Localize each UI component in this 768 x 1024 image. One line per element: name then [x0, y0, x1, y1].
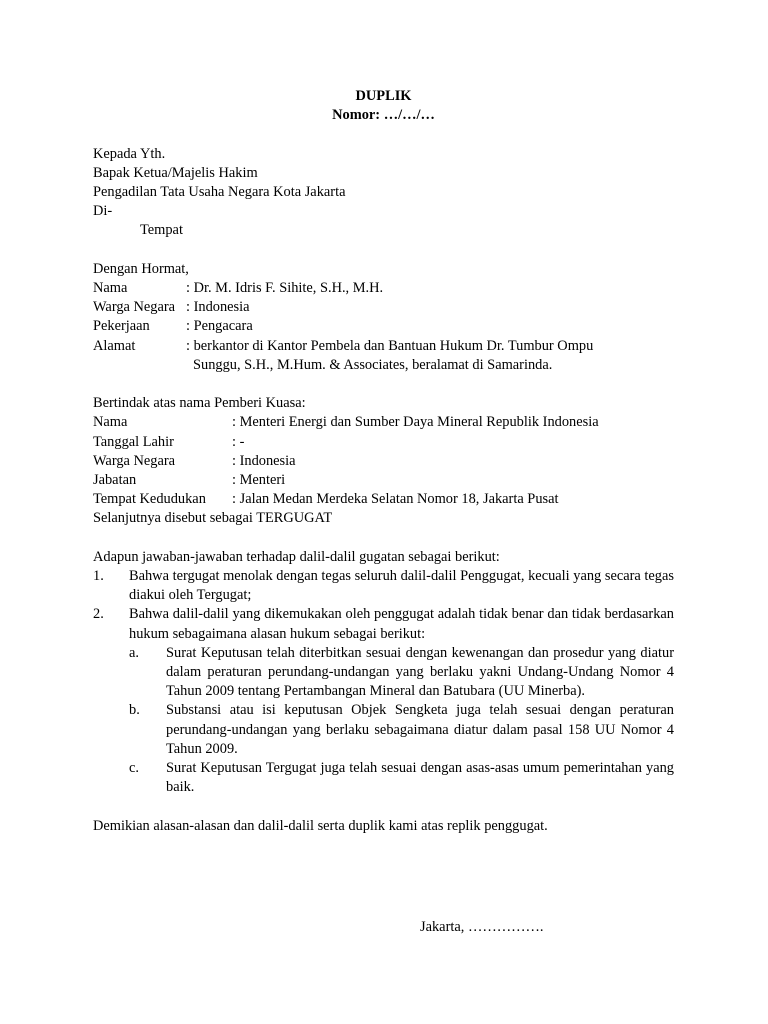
addressee-recipient: Bapak Ketua/Majelis Hakim [93, 164, 258, 181]
lawyer-row [93, 298, 674, 317]
answers-block [93, 548, 674, 798]
principal-row [93, 490, 674, 509]
sub-list-item-letter: a. [129, 644, 139, 661]
lawyer-label: Pekerjaan [93, 318, 150, 335]
sub-list-item-letter: b. [129, 702, 140, 719]
sub-list-item-text: Substansi atau isi keputusan Objek Sengketa juga telah sesuai dengan peraturan perundang-undangan yang berlaku sebagaimana diatur dalam pasal 158 UU Nomor 4 Tahun 2009. [166, 702, 674, 757]
sub-list-item-letter: c. [129, 760, 139, 777]
signature-place-date: Jakarta, ……………. [420, 919, 544, 935]
greeting: Dengan Hormat, [93, 260, 189, 277]
sub-list-item [129, 759, 674, 797]
principal-block [93, 394, 674, 528]
addressee-place: Tempat [140, 222, 183, 239]
addressee-to: Kepada Yth. [93, 145, 166, 162]
addressee-di: Di- [93, 203, 113, 220]
principal-value: : - [232, 433, 245, 450]
lawyer-label: Nama [93, 280, 128, 296]
list-item [93, 605, 674, 643]
lawyer-value: : Dr. M. Idris F. Sihite, S.H., M.H. [186, 280, 384, 296]
principal-value: : Jalan Medan Merdeka Selatan Nomor 18, Jakarta Pusat [232, 491, 559, 508]
sub-list-item [129, 644, 674, 702]
lawyer-value: : berkantor di Kantor Pembela dan Bantuan Hukum Dr. Tumbur Ompu [186, 337, 594, 354]
lawyer-value: : Pengacara [186, 318, 253, 335]
principal-intro: Bertindak atas nama Pemberi Kuasa: [93, 395, 306, 412]
sub-list-item-text: Surat Keputusan telah diterbitkan sesuai dengan kewenangan dan prosedur yang diatur dalam peraturan perundang-undangan yang berlaku yakni Undang-Undang Nomor 4 Tahun 2009 tentang Pertambangan Mineral dan Batubara (UU Minerba). [166, 644, 674, 700]
sub-list-item [129, 701, 674, 759]
lawyer-address-continued: Sunggu, S.H., M.Hum. & Associates, beralamat di Samarinda. [193, 356, 553, 373]
lawyer-label: Alamat [93, 337, 136, 354]
principal-row [93, 471, 674, 490]
principal-label: Nama [93, 414, 128, 431]
closing-statement: Demikian alasan-alasan dan dalil-dalil serta duplik kami atas replik penggugat. [93, 817, 548, 834]
lawyer-row [93, 279, 674, 298]
document-title: DUPLIK [355, 88, 412, 104]
document-body [93, 87, 674, 836]
principal-label: Tanggal Lahir [93, 433, 174, 450]
principal-label: Jabatan [93, 472, 137, 489]
principal-row [93, 433, 674, 452]
principal-designation: Selanjutnya disebut sebagai TERGUGAT [93, 510, 333, 527]
lawyer-row [93, 317, 674, 336]
answers-intro: Adapun jawaban-jawaban terhadap dalil-dalil gugatan sebagai berikut: [93, 548, 500, 565]
principal-row [93, 452, 674, 471]
addressee-court: Pengadilan Tata Usaha Negara Kota Jakarta [93, 184, 346, 200]
addressee-block [93, 145, 674, 241]
principal-label: Warga Negara [93, 452, 176, 469]
principal-row [93, 413, 674, 432]
principal-value: : Menteri [232, 472, 286, 489]
list-item [93, 567, 674, 605]
list-item-text: Bahwa dalil-dalil yang dikemukakan oleh penggugat adalah tidak benar dan tidak berdasarkan hukum sebagaimana alasan hukum sebagai berikut: [129, 606, 674, 642]
principal-value: : Indonesia [232, 452, 296, 469]
principal-label: Tempat Kedudukan [93, 491, 206, 508]
list-item-text: Bahwa tergugat menolak dengan tegas seluruh dalil-dalil Penggugat, kecuali yang secara tegas diakui oleh Tergugat; [129, 568, 674, 604]
sub-list-item-text: Surat Keputusan Tergugat juga telah sesuai dengan asas-asas umum pemerintahan yang baik. [166, 760, 674, 796]
lawyer-block [93, 260, 674, 375]
list-item-number: 1. [93, 568, 104, 585]
lawyer-value: : Indonesia [186, 299, 250, 316]
lawyer-row [93, 337, 674, 356]
list-item-number: 2. [93, 606, 104, 623]
lawyer-label: Warga Negara [93, 299, 176, 316]
principal-value: : Menteri Energi dan Sumber Daya Mineral Republik Indonesia [232, 414, 599, 431]
document-number: Nomor: …/…/… [332, 107, 435, 124]
